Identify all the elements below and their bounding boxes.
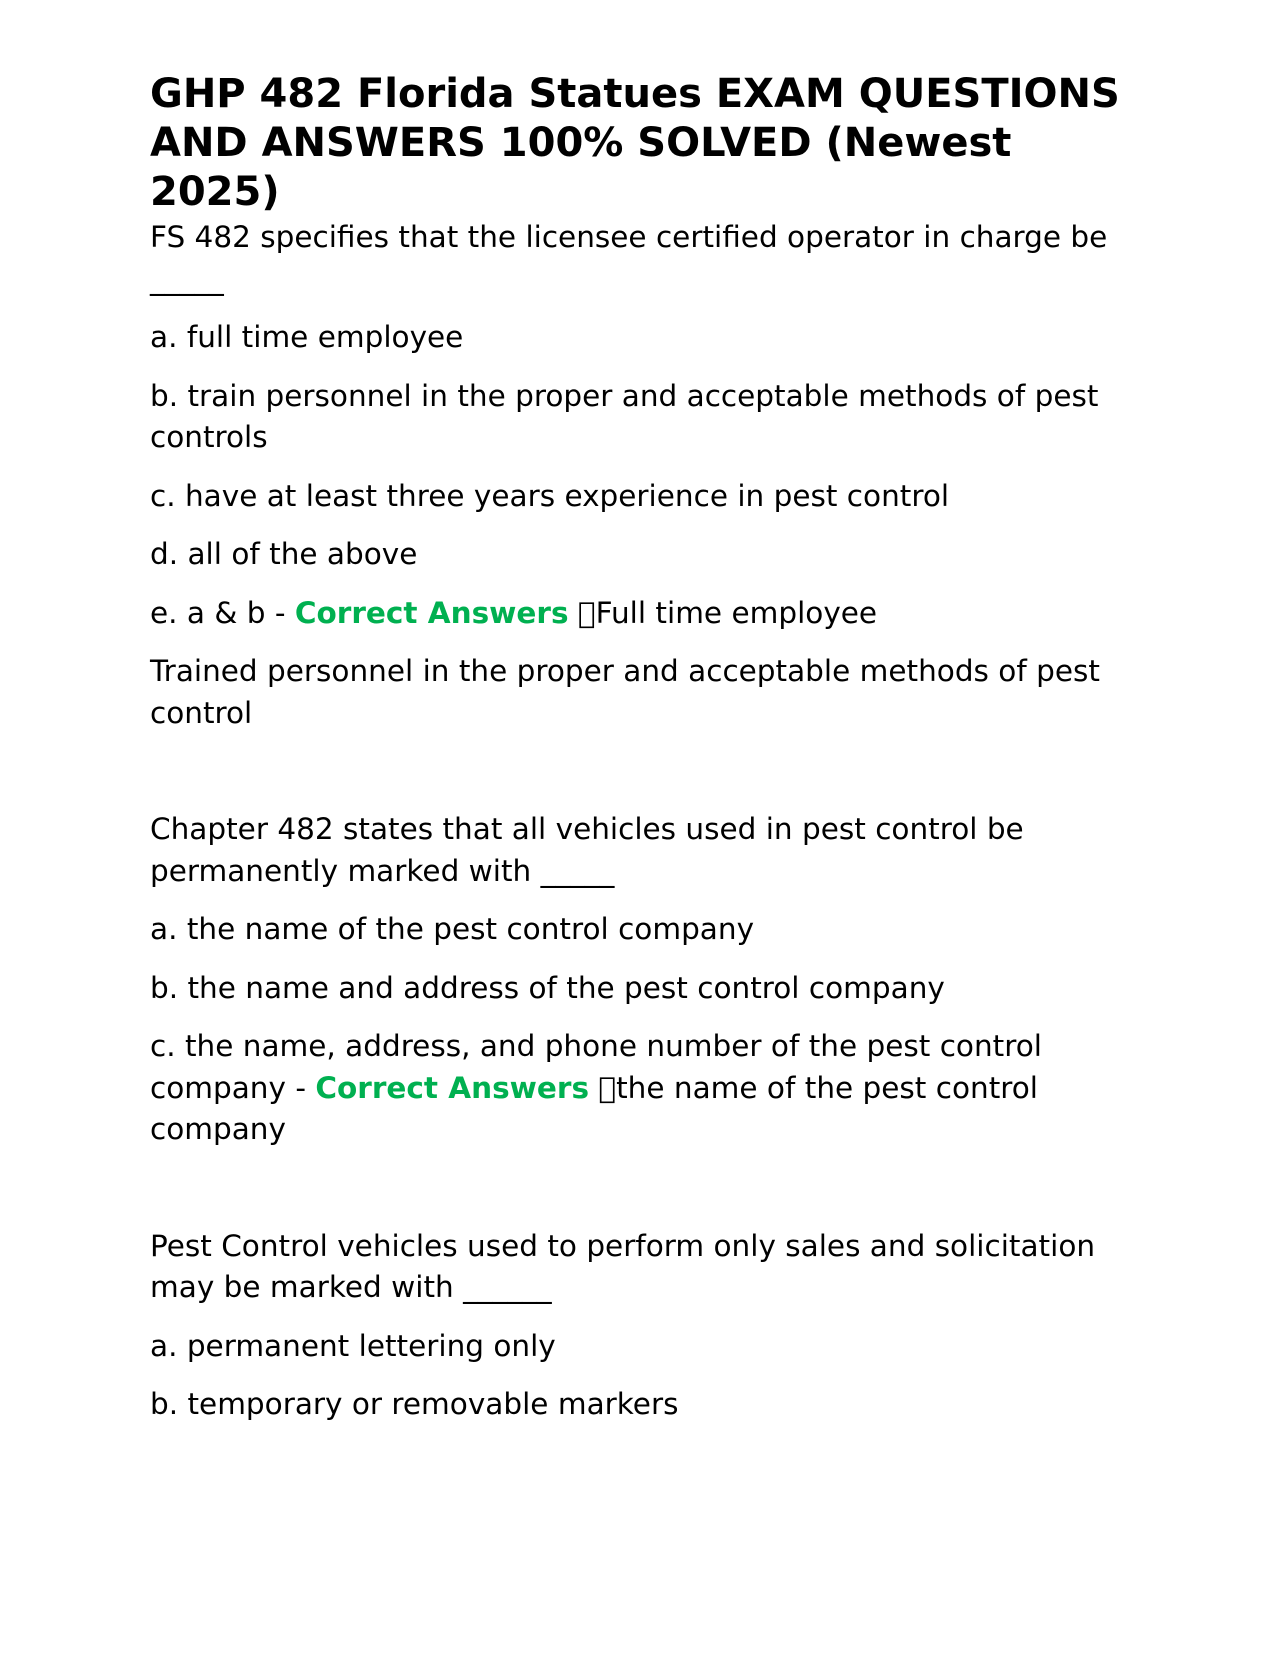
answer-marker-icon (598, 1071, 616, 1105)
question-2-option-c (150, 1026, 1130, 1151)
question-2-answer: the name of the pest control company (150, 1070, 1021, 1146)
question-1-option-b: b. train personnel in the proper and acceptable methods of pest controls (150, 378, 1099, 454)
question-1-answer-continuation: Trained personnel in the proper and acceptable methods of pest control (150, 654, 1100, 730)
question-1-stem: FS 482 specifies that the licensee certified operator in charge be _____ (150, 220, 1108, 296)
question-3-option-a: a. permanent lettering only (150, 1328, 556, 1363)
section-spacer (150, 751, 1130, 809)
document-title: GHP 482 Florida Statues EXAM QUESTIONS AND ANSWERS 100% SOLVED (Newest 2025) (150, 71, 1120, 215)
question-3-stem: Pest Control vehicles used to perform only sales and solicitation may be marked with ______ (150, 1228, 1096, 1304)
correct-answers-label: Correct Answers (315, 1070, 590, 1105)
question-1-option-c: c. have at least three years experience in pest control (150, 478, 950, 513)
question-2-option-b: b. the name and address of the pest control company (150, 970, 945, 1005)
question-2-option-c-text: c. the name, address, and phone number of the pest control company - (150, 1029, 1042, 1105)
question-1-option-e (150, 593, 1130, 635)
question-2-stem: Chapter 482 states that all vehicles used in pest control be permanently marked with _____ (150, 812, 1024, 888)
question-1-option-a: a. full time employee (150, 320, 464, 354)
question-1-answer: Full time employee (577, 595, 860, 630)
question-2-option-a: a. the name of the pest control company (150, 912, 755, 946)
question-1-option-e-text: e. a & b - (150, 595, 295, 630)
section-spacer (150, 1168, 1130, 1226)
question-1-option-d: d. all of the above (150, 537, 418, 571)
answer-marker-icon (578, 596, 596, 630)
question-3-option-b: b. temporary or removable markers (150, 1387, 679, 1421)
correct-answers-label: Correct Answers (294, 595, 569, 630)
document-page (150, 70, 1130, 1443)
